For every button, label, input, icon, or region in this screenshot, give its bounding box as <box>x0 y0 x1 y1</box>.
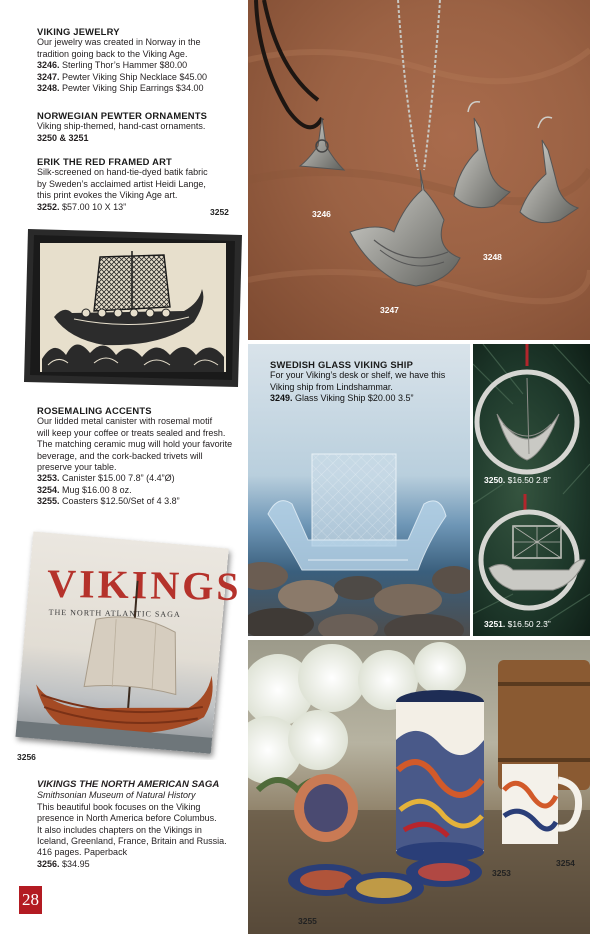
framed-art-illustration <box>24 227 244 389</box>
product-line-3246 <box>37 60 237 71</box>
erik-desc-line: this print evokes the Viking Age art. <box>37 190 178 201</box>
product-text: Coasters $12.50/Set of 4 3.8” <box>62 496 180 507</box>
book-subtitle: Smithsonian Museum of Natural History <box>37 790 196 801</box>
viking-jewelry-desc-line: tradition going back to the Viking Age. <box>37 48 188 59</box>
product-code: 3254. <box>37 484 60 495</box>
book-desc-line: Iceland, Greenland, France, Britain and Russia. <box>37 836 227 847</box>
ornaments-heading: NORWEGIAN PEWTER ORNAMENTS <box>37 110 208 121</box>
ornament-text: $16.50 2.8” <box>507 475 551 485</box>
jewelry-illustration <box>248 0 590 340</box>
rosemaling-desc-line: preserve your table. <box>37 462 117 473</box>
viking-jewelry-desc-line: Our jewelry was created in Norway in the <box>37 37 201 48</box>
photo-label-3253: 3253 <box>492 868 511 878</box>
book-section <box>37 779 247 870</box>
viking-jewelry-heading: VIKING JEWELRY <box>37 26 120 37</box>
erik-desc-line: by Sweden’s acclaimed artist Heidi Lange, <box>37 178 206 189</box>
erik-heading: ERIK THE RED FRAMED ART <box>37 156 172 167</box>
product-text: Mug $16.00 8 oz. <box>62 484 132 495</box>
product-line-3254 <box>37 485 247 496</box>
product-code: 3247. <box>37 71 60 82</box>
rosemaling-photo <box>248 640 590 934</box>
product-code: 3248. <box>37 83 60 94</box>
glass-ship-desc-line: Viking ship from Lindshammar. <box>270 381 393 392</box>
rosemaling-desc-line: Our lidded metal canister with rosemal motif <box>37 416 213 427</box>
product-line-3253 <box>37 473 247 484</box>
product-text: Glass Viking Ship $20.00 3.5” <box>295 393 414 404</box>
ornament-label-3250 <box>484 475 551 485</box>
product-text: $34.95 <box>62 858 90 869</box>
ornaments-desc: Viking ship-themed, hand-cast ornaments. <box>37 121 206 132</box>
product-line-3248 <box>37 83 237 94</box>
book-desc-line: This beautiful book focuses on the Viking <box>37 801 201 812</box>
rosemaling-section <box>37 405 247 508</box>
ornament-label-3251 <box>484 619 551 629</box>
rosemaling-illustration <box>248 640 590 934</box>
photo-label-3256: 3256 <box>17 752 36 762</box>
rosemaling-desc-line: The matching ceramic mug will hold your favorite <box>37 439 233 450</box>
rosemaling-desc-line: beverage, and the cork-backed trivets will <box>37 450 203 461</box>
product-code: 3253. <box>37 473 60 484</box>
product-code: 3256. <box>37 858 60 869</box>
erik-desc-line: Silk-screened on hand-tie-dyed batik fabric <box>37 167 208 178</box>
product-code: 3255. <box>37 496 60 507</box>
photo-label-3246: 3246 <box>312 209 331 219</box>
viking-jewelry-section <box>37 26 237 94</box>
photo-label-3255: 3255 <box>298 916 317 926</box>
product-line-3249 <box>270 393 470 404</box>
glass-ship-desc-line: For your Viking’s desk or shelf, we have this <box>270 370 446 381</box>
ornament-text: $16.50 2.3” <box>507 619 551 629</box>
photo-label-3248: 3248 <box>483 252 502 262</box>
photo-label-3247: 3247 <box>380 305 399 315</box>
product-line-3255 <box>37 496 247 507</box>
ornaments-codes: 3250 & 3251 <box>37 132 89 143</box>
product-text: Sterling Thor’s Hammer $80.00 <box>62 60 188 71</box>
rosemaling-heading: ROSEMALING ACCENTS <box>37 405 152 416</box>
product-code: 3252. <box>37 201 60 212</box>
ornaments-photo <box>473 344 590 636</box>
book-cover-title: VIKINGS <box>46 560 242 610</box>
ornaments-illustration <box>473 344 590 636</box>
glass-ship-section <box>270 359 470 405</box>
ornaments-section <box>37 110 242 144</box>
book-desc-line: presence in North America before Columbus. <box>37 813 217 824</box>
product-code: 3249. <box>270 393 293 404</box>
glass-ship-heading: SWEDISH GLASS VIKING SHIP <box>270 359 414 370</box>
book-cover-subtitle: THE NORTH ATLANTIC SAGA <box>48 607 181 620</box>
product-line-3256 <box>37 859 247 870</box>
product-line-3247 <box>37 72 237 83</box>
book-cover-ship <box>15 532 228 754</box>
ornament-code: 3250. <box>484 475 506 485</box>
page-number: 28 <box>19 886 42 914</box>
product-text: Pewter Viking Ship Earrings $34.00 <box>62 83 204 94</box>
book-desc-line: 416 pages. Paperback <box>37 847 128 858</box>
book-desc-line: It also includes chapters on the Vikings in <box>37 824 202 835</box>
book-heading: VIKINGS THE NORTH AMERICAN SAGA <box>37 779 220 790</box>
photo-label-3254: 3254 <box>556 858 575 868</box>
ornament-code: 3251. <box>484 619 506 629</box>
rosemaling-desc-line: will keep your coffee or treats sealed and fresh. <box>37 427 226 438</box>
photo-label-3252: 3252 <box>210 207 229 217</box>
jewelry-photo <box>248 0 590 340</box>
erik-section <box>37 156 242 213</box>
product-text: $57.00 10 X 13” <box>62 201 127 212</box>
product-text: Canister $15.00 7.8” (4.4”Ø) <box>62 473 175 484</box>
product-code: 3246. <box>37 60 60 71</box>
book-cover-image <box>8 528 244 760</box>
product-text: Pewter Viking Ship Necklace $45.00 <box>62 71 207 82</box>
framed-art-image <box>24 227 244 389</box>
